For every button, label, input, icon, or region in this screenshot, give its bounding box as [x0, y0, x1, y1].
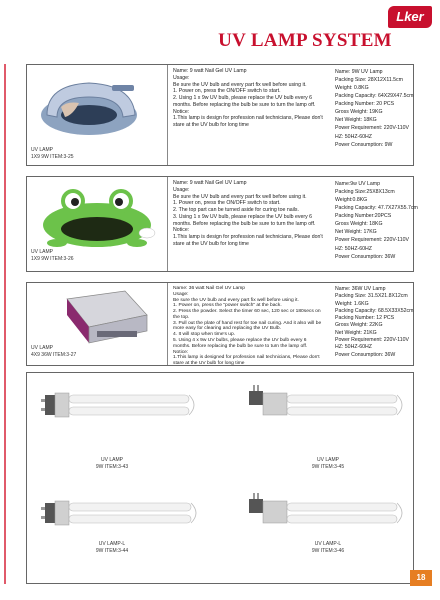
product-image-cell — [27, 283, 168, 365]
tube-caption: UV LAMP 9W ITEM:3-45 — [311, 457, 345, 470]
tube-caption: UV LAMP-L 9W ITEM:3-44 — [95, 541, 129, 554]
product-caption: UV LAMP 4X9 36W ITEM:3-27 — [31, 345, 77, 358]
page-number: 18 — [410, 570, 432, 586]
product-specs: Name: 36W UV Lamp Packing Size: 31.5X21.8X12cm Weight: 1.6KG Packing Capacity: 68.5X33X52cm Packing Number: 12 PCS Gross Weight: 22KG Net Weight: 21KG Power Requirement: 220V-110V HZ: 50HZ-60HZ Power Consumption: 36W — [335, 286, 414, 358]
tube-caption: UV LAMP-L 9W ITEM:3-46 — [311, 541, 345, 554]
product-description: Name: 9 watt Nail Gel UV Lamp Usage: Be sure the UV bulb and every part fix well before using it. 1. Power on, press the ON/OFF switch to start. 2. The top part can be turned aside for curing toe nails. 3. Using 1 x 9w UV bulb, please replace the UV bulb every 6 months. Before replacing the bulb be sure to turn the lamp off. Notice: 1.This lamp is design for profession nail technicians, Please don't stare at the UV bulb for long time — [173, 180, 323, 247]
uv-lamp-tunnel-image — [27, 67, 167, 147]
product-specs: Name:9w UV Lamp Packing Size:25X8X13cm Weight:0.8KG Packing Capacity: 47.7X27X55.7cm Packing Number:20PCS Gross Weight: 18KG Net Weight: 17KG Power Requirement: 220V-110V HZ: 50HZ-60HZ Power Consumption: 36W — [335, 181, 418, 260]
product-panel-36w — [26, 282, 414, 366]
product-panel-9w-frog — [26, 176, 418, 272]
uv-tube-panel — [26, 372, 414, 584]
left-accent-line — [4, 64, 6, 584]
product-image-cell — [27, 65, 168, 165]
product-caption: UV LAMP 1X9 9W ITEM:3-26 — [31, 249, 74, 262]
product-description: Name: 9 watt Nail Gel UV Lamp Usage: Be sure the UV bulb and every part fix well before using it. 1. Power on, press the ON/OFF switch to start. 2. Using 1 x 9w UV bulb, please replace the UV bulb every 6 months. Before replacing the bulb be sure to turn the lamp off. Notice: 1.This lamp is design for profession nail technicians, Please don't stare at the UV bulb for long time — [173, 68, 323, 128]
frog-uv-lamp-image — [27, 179, 167, 253]
tube-caption: UV LAMP 9W ITEM:3-43 — [95, 457, 129, 470]
product-description: Name: 36 watt Nail Gel UV Lamp Usage: Be sure the UV bulb and every part fix well before using it. 1. Power on, press the "power switch" at the back. 2. Press the powder. Select the timer 60 sec, 120 sec or 180secs on the top. 3. Pull out the plate of hand rest for toe nail curing. And it also will be more easy for clearing and replacing the UV Bulb. 4. It will stop when time's up. 5. Using 4 x 9w UV bulbs, please replace the UV bulb every 6 months. Before replacing the bulb be sure to turn the lamp off. Notice: 1.This lamp is designed for profession nail technicians, Please don't stare at the UV bulb for long time — [173, 286, 322, 367]
brand-logo: Lker — [388, 6, 432, 28]
product-image-cell — [27, 177, 168, 271]
page-title: UV LAMP SYSTEM — [218, 30, 392, 51]
product-specs: Name: 9W UV Lamp Packing Size: 28X12X11.5cm Weight: 0.8KG Packing Capacity: 64X29X47.5cm Packing Number: 20 PCS Gross Weight: 19KG Net Weight: 18KG Power Requirement: 220V-110V HZ: 50HZ-60HZ Power Consumption: 9W — [335, 69, 414, 148]
36w-uv-lamp-image — [27, 285, 167, 349]
product-panel-9w-tunnel — [26, 64, 414, 166]
product-caption: UV LAMP 1X9 9W ITEM:3-25 — [31, 147, 74, 160]
